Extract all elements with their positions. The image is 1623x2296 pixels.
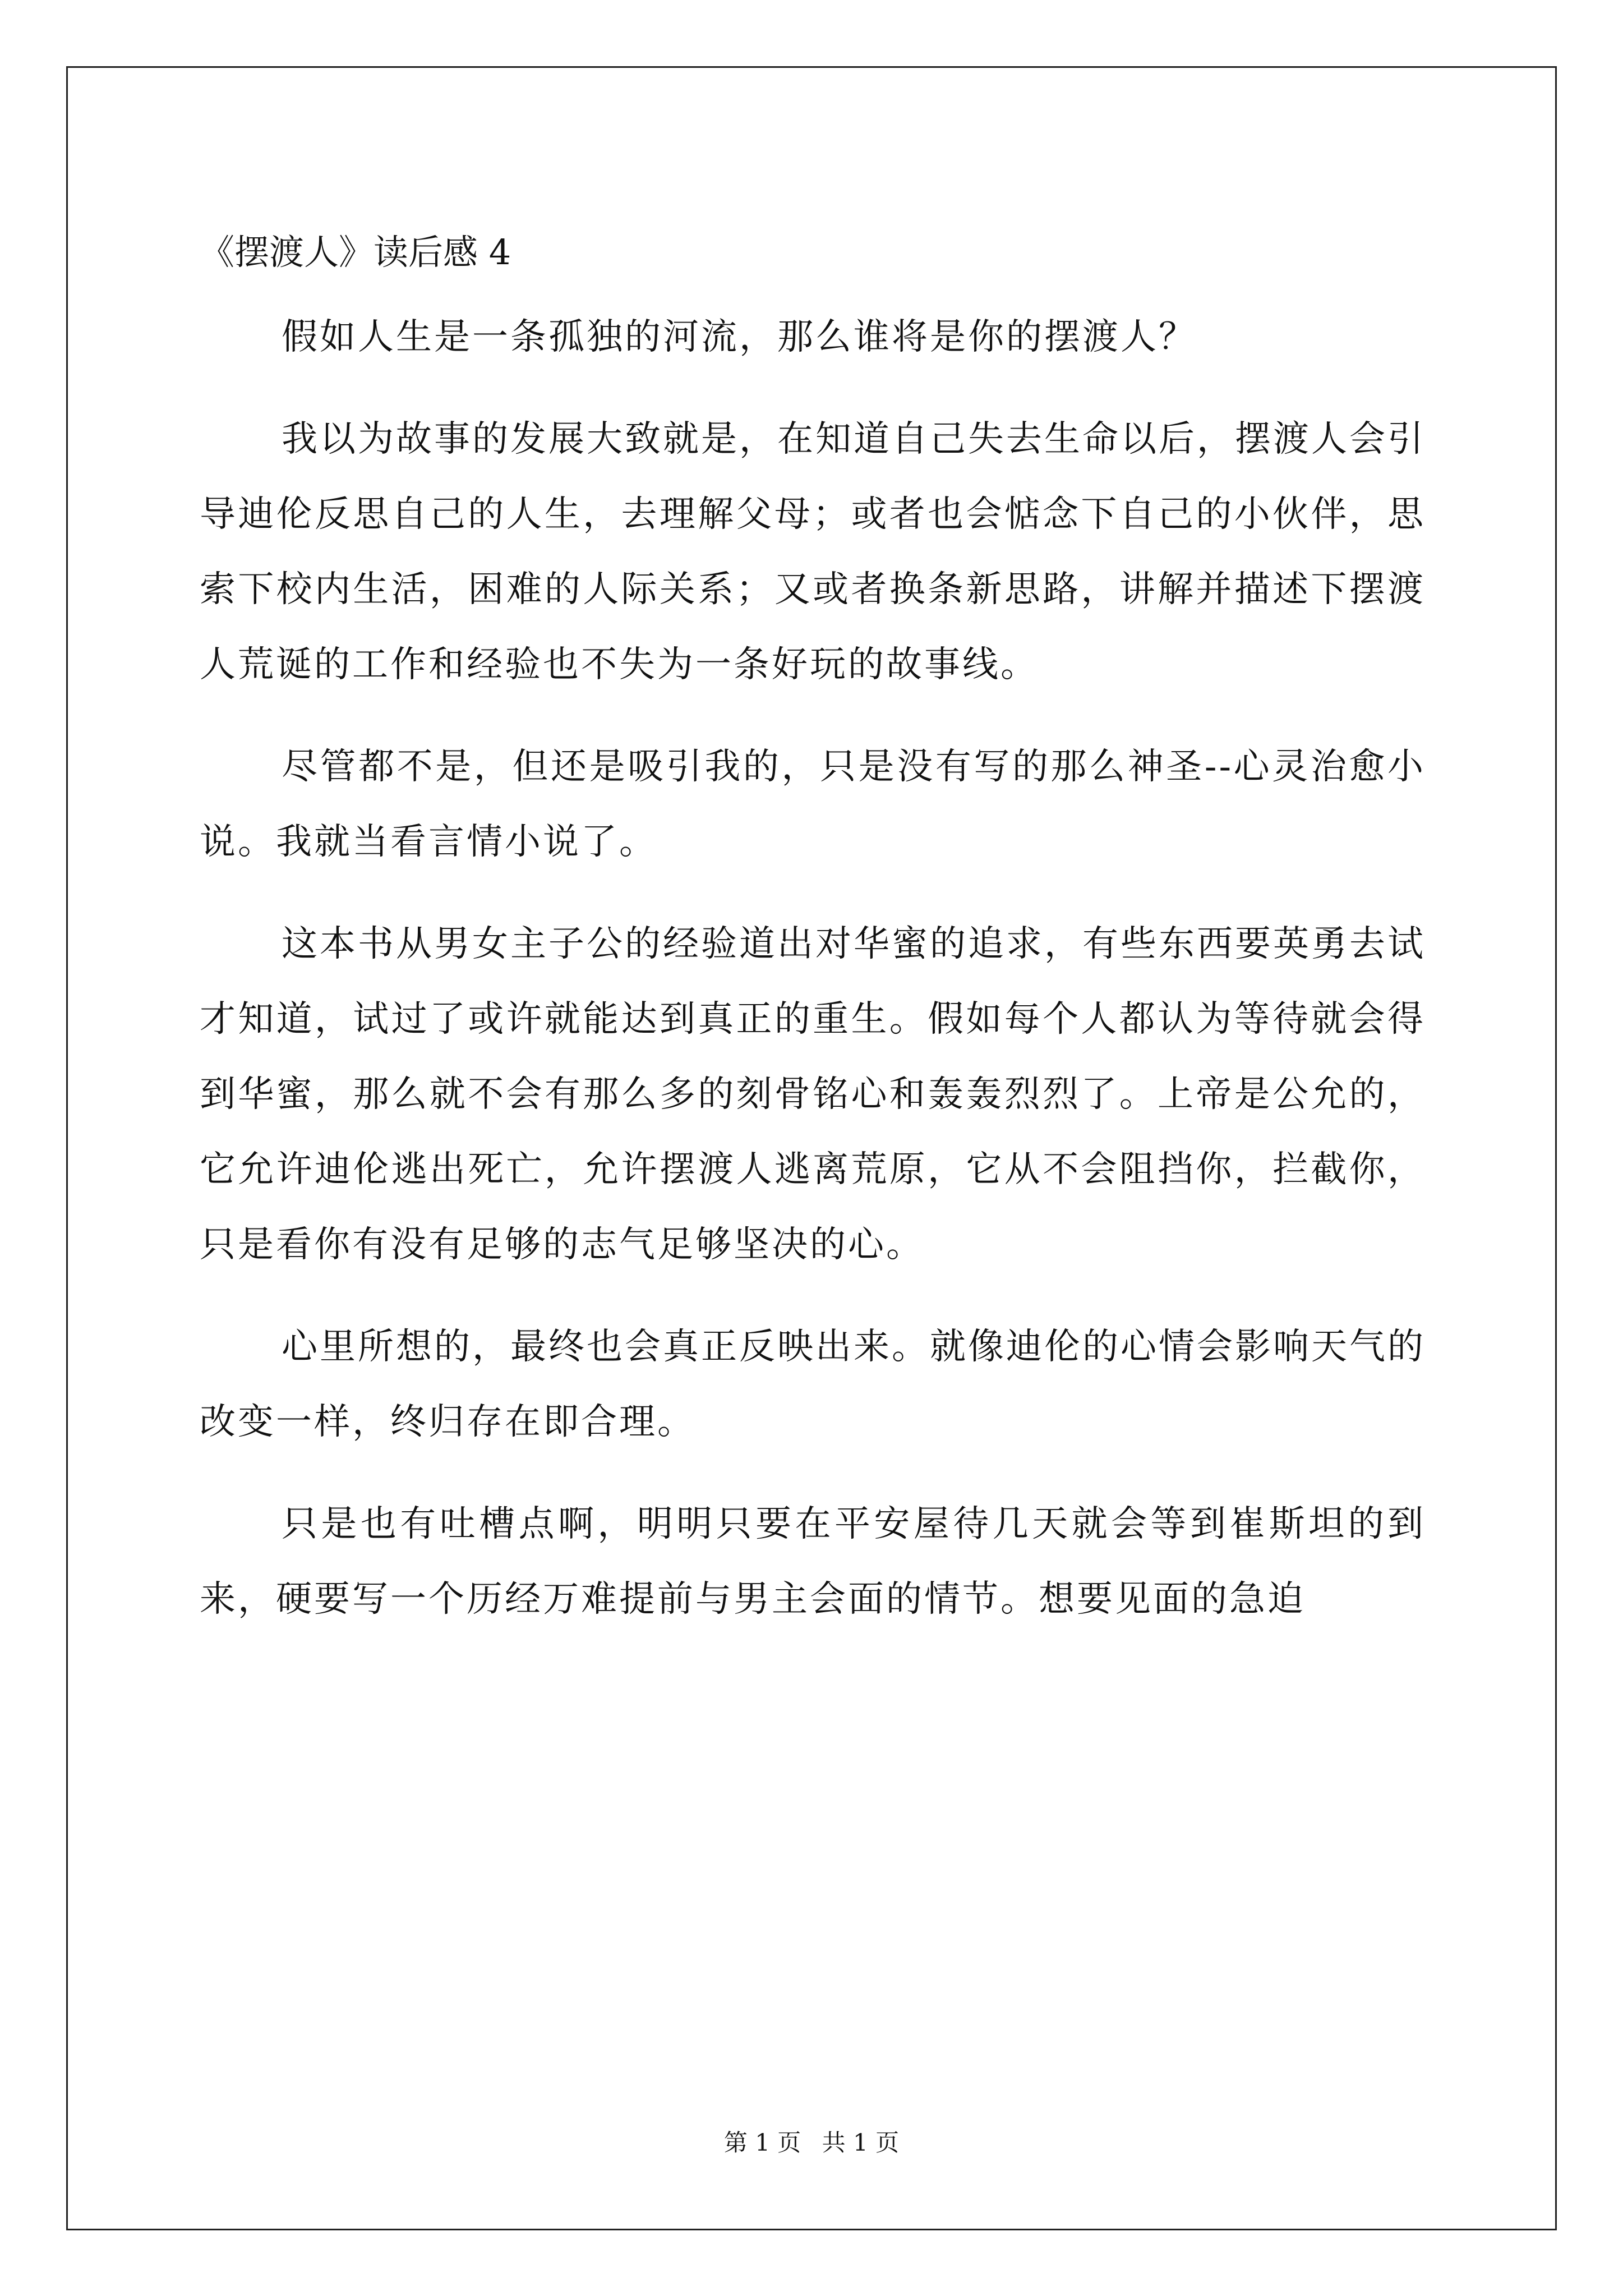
paragraph: 我以为故事的发展大致就是，在知道自己失去生命以后，摆渡人会引导迪伦反思自己的人生，去理解父母；或者也会惦念下自己的小伙伴，思索下校内生活，困难的人际关系；又或者换条新思路，讲解并描述下摆渡人荒诞的工作和经验也不失为一条好玩的故事线。 xyxy=(200,418,1426,685)
page-footer xyxy=(0,2126,1623,2160)
paragraph: 假如人生是一条孤独的河流，那么谁将是你的摆渡人？ xyxy=(282,316,1197,358)
paragraph: 这本书从男女主子公的经验道出对华蜜的追求，有些东西要英勇去试才知道，试过了或许就能达到真正的重生。假如每个人都认为等待就会得到华蜜，那么就不会有那么多的刻骨铭心和轰轰烈烈了。上帝是公允的，它允许迪伦逃出死亡，允许摆渡人逃离荒原，它从不会阻挡你，拦截你，只是看你有没有足够的志气足够坚决的心。 xyxy=(200,923,1426,1266)
paragraph: 心里所想的，最终也会真正反映出来。就像迪伦的心情会影响天气的改变一样，终归存在即合理。 xyxy=(200,1326,1426,1443)
document-body xyxy=(200,300,1426,1664)
page-number: 第 1 页 xyxy=(723,2129,801,2156)
paragraph: 尽管都不是，但还是吸引我的，只是没有写的那么神圣--心灵治愈小说。我就当看言情小说了。 xyxy=(200,746,1426,863)
paragraph: 只是也有吐槽点啊，明明只要在平安屋待几天就会等到崔斯坦的到来，硬要写一个历经万难提前与男主会面的情节。想要见面的急迫 xyxy=(200,1503,1426,1620)
document-title: 《摆渡人》读后感 4 xyxy=(200,232,511,273)
page-total: 共 1 页 xyxy=(822,2129,900,2156)
